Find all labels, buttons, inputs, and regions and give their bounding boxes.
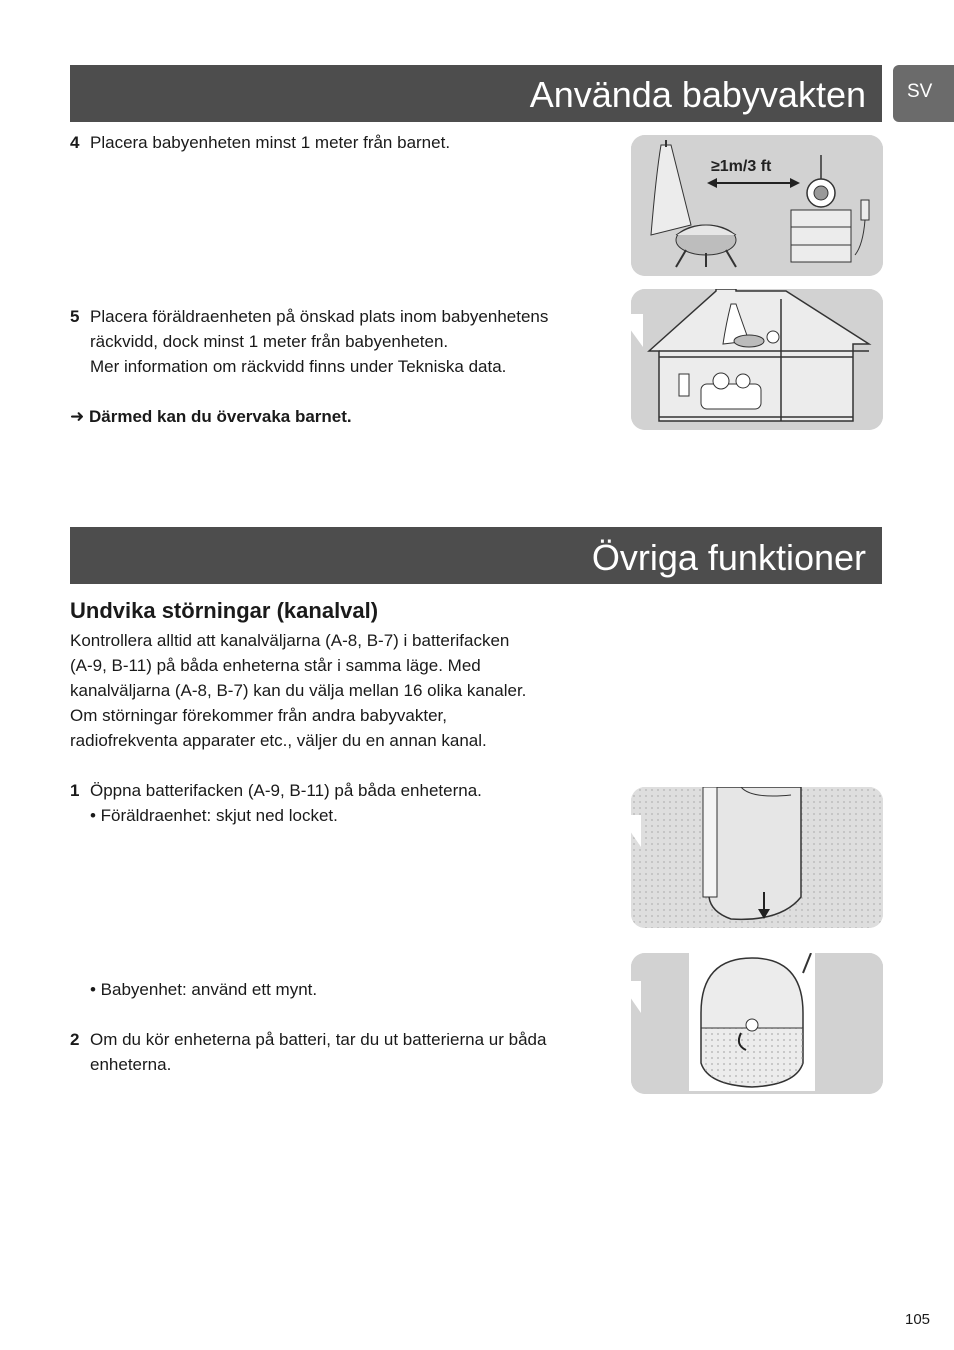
step-text-line: Mer information om räckvidd finns under Tekniska data. [90,357,507,376]
step-text-line: enheterna. [90,1055,172,1074]
subheading: Undvika störningar (kanalval) [70,598,379,623]
result-text: Därmed kan du övervaka barnet. [88,407,352,426]
arrow-icon: ➜ [70,407,85,426]
step-text: Öppna batterifacken (A-9, B-11) på båda enheterna. [90,781,482,800]
step-text-line: Placera föräldraenheten på önskad plats inom babyenhetens [90,307,549,326]
section-title: Använda babyvakten [529,74,866,115]
distance-label: ≥1m/3 ft [711,158,772,175]
illustration-baby-unit-coin [631,953,883,1094]
paragraph-line: kanalväljarna (A-8, B-7) kan du välja mellan 16 olika kanaler. [70,681,527,700]
step-number: 1 [70,781,80,800]
step-text-line: Om du kör enheterna på batteri, tar du ut batterierna ur båda [90,1030,547,1049]
language-label: SV [907,81,933,102]
illustration-parent-unit-lid [631,787,883,928]
section-title: Övriga funktioner [591,537,866,578]
paragraph-line: (A-9, B-11) på båda enheterna står i samma läge. Med [70,656,481,675]
step-5 [70,304,548,379]
step-2 [70,1027,546,1077]
step-1-continued [70,977,317,1002]
intro-paragraph [70,628,526,753]
bullet-parent-unit: • Föräldraenhet: skjut ned locket. [90,806,338,825]
step-number: 4 [70,133,80,152]
bullet-baby-unit: • Babyenhet: använd ett mynt. [90,980,318,999]
step-number: 5 [70,307,80,326]
step-text-line: räckvidd, dock minst 1 meter från babyenheten. [90,332,449,351]
section-title-banner [70,65,882,122]
section-title-banner [70,527,882,584]
step-number: 2 [70,1030,80,1049]
paragraph-line: radiofrekventa apparater etc., väljer du en annan kanal. [70,731,487,750]
page-number: 105 [905,1311,931,1328]
step-4 [70,130,450,155]
illustration-house-range [631,289,883,430]
language-tab [893,65,954,122]
paragraph-line: Kontrollera alltid att kanalväljarna (A-8, B-7) i batterifacken [70,631,510,650]
result-line [70,404,352,429]
step-text: Placera babyenheten minst 1 meter från barnet. [90,133,451,152]
paragraph-line: Om störningar förekommer från andra babyvakter, [70,706,447,725]
illustration-crib-distance [631,135,883,276]
step-1 [70,778,482,828]
